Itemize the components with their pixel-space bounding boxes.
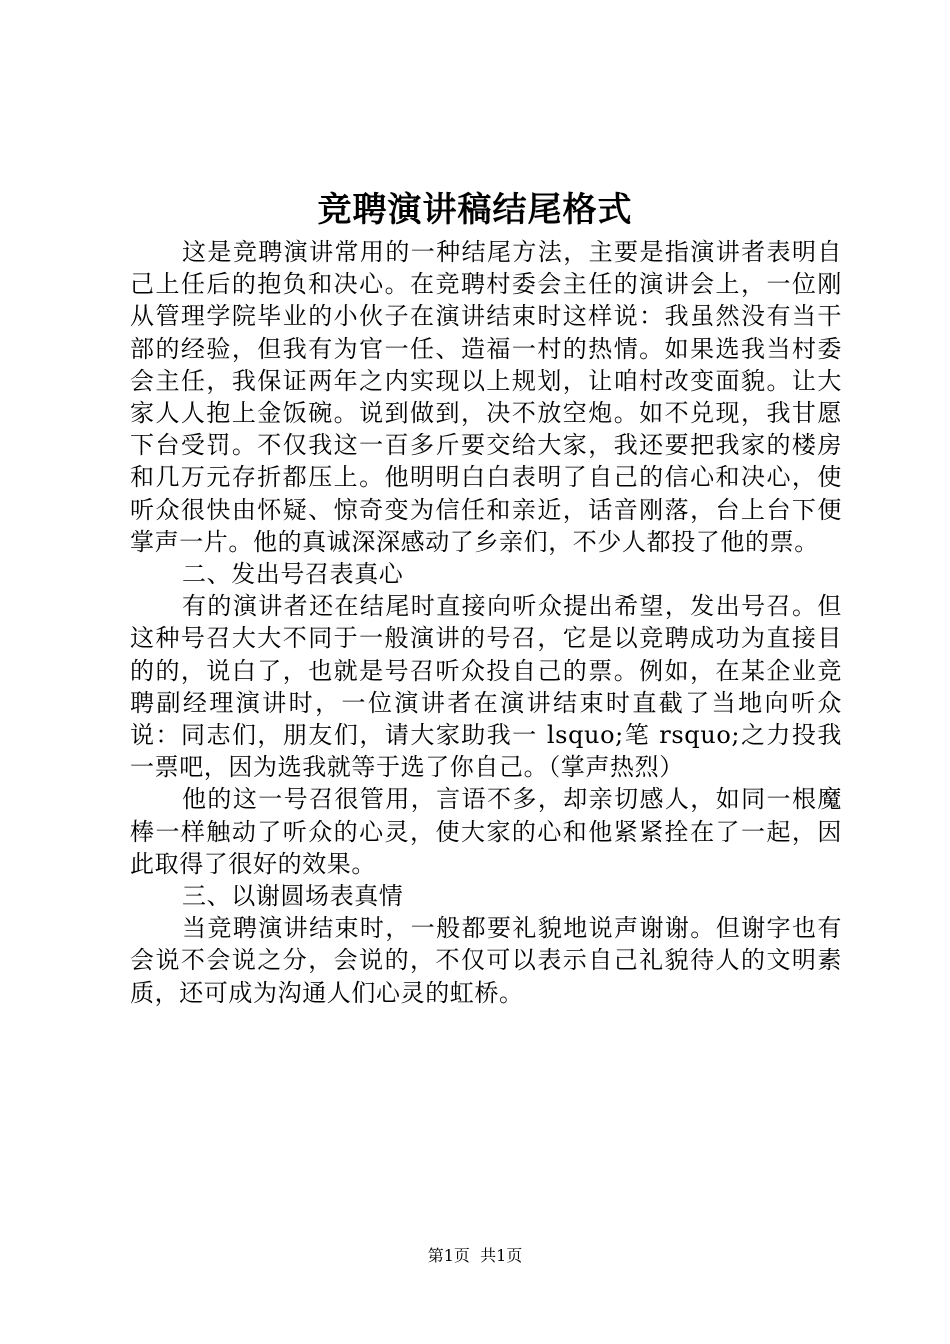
document-title: 竞聘演讲稿结尾格式: [317, 190, 633, 230]
document-body: [130, 236, 842, 1009]
paragraph-2: 有的演讲者还在结尾时直接向听众提出希望，发出号召。但这种号召大大不同于一般演讲的号召，它是以竞聘成功为直接目的的，说白了，也就是号召听众投自己的票。例如，在某企业竞聘副经理演讲时，一位演讲者在演讲结束时直截了当地向听众说：同志们，朋友们，请大家助我一 lsquo;笔 rsquo;之力投我一票吧，因为选我就等于选了你自己。（掌声热烈）: [130, 592, 842, 782]
paragraph-1: 这是竞聘演讲常用的一种结尾方法，主要是指演讲者表明自己上任后的抱负和决心。在竞聘村委会主任的演讲会上，一位刚从管理学院毕业的小伙子在演讲结束时这样说：我虽然没有当干部的经验，但我有为官一任、造福一村的热情。如果选我当村委会主任，我保证两年之内实现以上规划，让咱村改变面貌。让大家人人抱上金饭碗。说到做到，决不放空炮。如不兑现，我甘愿下台受罚。不仅我这一百多斤要交给大家，我还要把我家的楼房和几万元存折都压上。他明明白白表明了自己的信心和决心，使听众很快由怀疑、惊奇变为信任和亲近，话音刚落，台上台下便掌声一片。他的真诚深深感动了乡亲们，不少人都投了他的票。: [130, 238, 842, 556]
page-total: 共1页: [480, 1246, 523, 1265]
paragraph-3: 他的这一号召很管用，言语不多，却亲切感人，如同一根魔棒一样触动了听众的心灵，使大家的心和他紧紧拴在了一起，因此取得了很好的效果。: [130, 785, 842, 878]
page-number: 第1页: [427, 1246, 470, 1265]
section-heading-2: 二、发出号召表真心: [182, 560, 404, 589]
paragraph-4: 当竞聘演讲结束时，一般都要礼貌地说声谢谢。但谢字也有会说不会说之分，会说的，不仅可以表示自己礼貌待人的文明素质，还可成为沟通人们心灵的虹桥。: [130, 914, 842, 1007]
section-heading-3: 三、以谢圆场表真情: [182, 882, 404, 911]
page-footer: [0, 1244, 950, 1268]
